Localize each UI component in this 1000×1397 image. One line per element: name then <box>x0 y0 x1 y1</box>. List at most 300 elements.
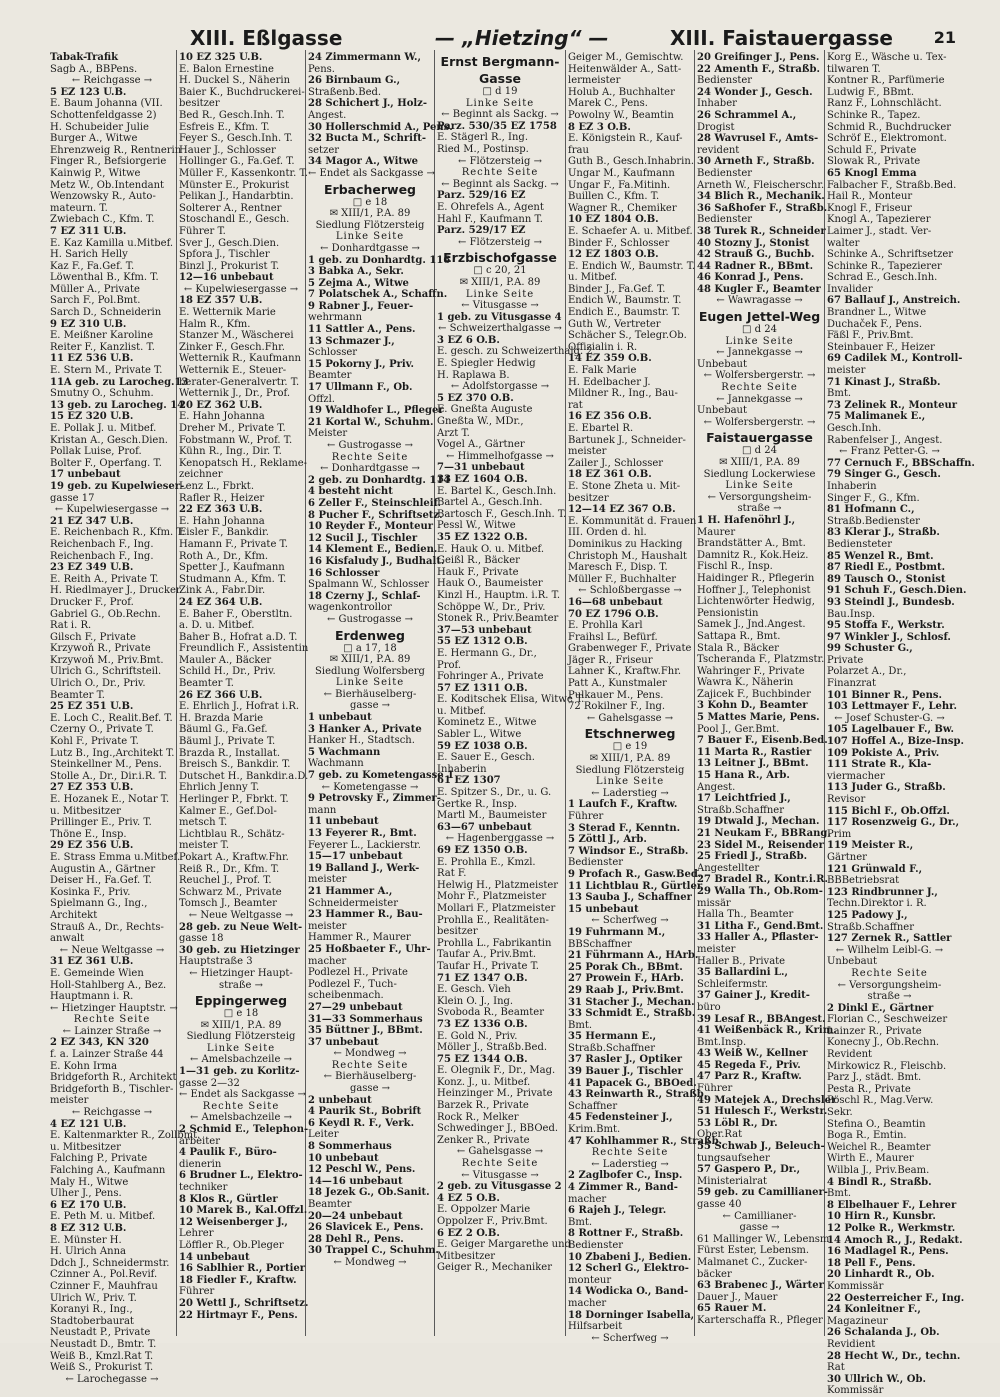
directory-entry: Endich W., Baumstr. T. <box>568 295 682 307</box>
header-district: — „Hietzing“ — <box>435 26 609 50</box>
directory-entry: besitzer <box>437 926 478 938</box>
house-number-entry: 16 Schlosser <box>308 567 380 579</box>
directory-entry: Gärtner <box>827 851 867 863</box>
house-number-entry: 43 Weiß W., Kellner <box>697 1048 808 1060</box>
directory-entry: Kenopatsch H., Reklame- <box>179 457 308 469</box>
house-number-entry: 21 Führmann A., HArb. <box>568 950 699 962</box>
directory-entry: E. Koditschek Elisa, Witwe T. <box>437 694 585 706</box>
directory-column-7 <box>827 50 975 1397</box>
directory-entry: Private <box>827 654 864 666</box>
directory-entry: Ober.Rat <box>697 1129 743 1141</box>
house-number-entry: 4 Zimmer R., Band- <box>568 1182 678 1193</box>
directory-entry: Falching A., Kaufmann <box>50 1165 166 1176</box>
directory-entry: Schröf E., Elektromont. <box>827 133 947 145</box>
directory-entry: Bau.Insp. <box>827 608 876 620</box>
house-number-entry: 24 Konleitner F., <box>827 1304 921 1316</box>
cross-street-marker: Siedlung Lockerwiese <box>703 468 816 480</box>
directory-entry: Zajicek F., Buchbinder <box>697 688 811 700</box>
directory-entry: Drogist <box>697 121 735 133</box>
directory-entry: Grabenweger F., Private <box>568 643 692 655</box>
street-heading: Erdenweg <box>334 627 405 643</box>
cross-street-marker: ← Adolfstorgasse → <box>450 381 550 393</box>
side-label: Rechte Seite <box>202 1100 280 1112</box>
house-number-entry: 75 EZ 1344 O.B. <box>437 1053 528 1065</box>
house-number-entry: 1 H. Hafenöhrl J., <box>697 514 796 526</box>
directory-entry: Offizialin i. R. <box>568 341 638 353</box>
directory-entry: Pensionistin <box>697 607 759 619</box>
directory-entry: viermacher <box>827 770 885 782</box>
directory-entry: Revisor <box>827 794 866 805</box>
side-label: Linke Seite <box>595 776 665 788</box>
directory-entry: macher <box>568 1193 607 1205</box>
house-number-entry: 51 Hulesch F., Werkstr. <box>697 1106 828 1118</box>
house-number-entry: 25 EZ 351 U.B. <box>50 701 134 713</box>
directory-entry: Schottenfeldgasse 2) <box>50 109 157 121</box>
directory-entry: Angest. <box>308 109 347 121</box>
directory-entry: H. Riedlmayer J., Drucker <box>50 585 181 597</box>
directory-entry: Schwarz M., Private <box>179 886 282 898</box>
cross-street-marker: □ e 19 <box>612 741 648 753</box>
directory-entry: Mirkowicz R., Fleischb. <box>827 1060 947 1072</box>
house-number-entry: 73 Zelinek R., Monteur <box>827 399 957 411</box>
house-number-entry: 37—53 unbebaut <box>437 624 532 636</box>
directory-entry: Zwiebach C., Kfm. T. <box>50 214 155 226</box>
side-label: Linke Seite <box>725 335 794 347</box>
house-number-entry: 17 Leichtfried J., <box>697 793 791 805</box>
directory-entry: Bedienster <box>697 214 753 226</box>
house-number-entry: 3 Babka A., Sekr. <box>308 266 404 278</box>
house-number-entry: 69 Cadilek M., Kontroll- <box>827 353 963 365</box>
directory-entry: Bedienster <box>568 1239 624 1251</box>
directory-entry: E. Oppolzer Marie <box>437 1204 531 1216</box>
house-number-entry: 87 Riedl E., Postbmt. <box>827 562 946 574</box>
cross-street-marker: ← Hagenberggasse → <box>445 833 555 845</box>
house-number-entry: 8 Rottner F., Straßb. <box>568 1228 684 1240</box>
directory-entry: Kalmer E., Gef.Dol- <box>179 805 277 817</box>
directory-entry: Tscheranda F., Platzmstr. <box>697 654 825 666</box>
house-number-entry: 29 Raab J., Priv.Bmt. <box>568 984 684 996</box>
house-number-entry: 7 Bauer F., Eisenb.Bed. <box>697 735 828 747</box>
directory-entry: E. Kaz Kamilla u.Mitbef. <box>50 237 174 249</box>
directory-entry: E. Kaltenmarkter R., Zollbmt. <box>50 1130 201 1142</box>
directory-entry: Weiß S., Prokurist T. <box>50 1362 154 1374</box>
cross-street-marker: ← Flötzersteig → <box>458 236 542 248</box>
directory-entry: E. Prohlla E., Kmzl. <box>437 856 536 868</box>
directory-entry: E. Bartel K., Gesch.Inh. <box>437 485 557 497</box>
directory-entry: Thöne E., Insp. <box>50 828 127 840</box>
directory-entry: Reiß R., Dr., Kfm. T. <box>179 863 280 875</box>
house-number-entry: 1 geb. zu Vitusgasse 4 <box>437 311 562 323</box>
house-number-entry: 27 Bradel R., Kontr.i.R. <box>697 874 828 886</box>
cross-street-marker: ← Kupelwiesergasse → <box>54 504 170 516</box>
side-label: Rechte Seite <box>331 451 409 463</box>
cross-street-marker: ✉ XIII/1, P.A. 89 <box>329 654 411 666</box>
directory-entry: Bridgeforth R., Architekt <box>50 1072 177 1084</box>
directory-entry: E. Spitzer S., Dr., u. G. <box>437 787 552 799</box>
house-number-entry: 4 EZ 5 O.B. <box>437 1192 500 1204</box>
house-number-entry: 37 unbebaut <box>308 1036 379 1048</box>
directory-entry: Weiß B., Kmzl.Rat T. <box>50 1350 154 1362</box>
house-number-entry: 113 Juder G., Straßb. <box>827 782 946 794</box>
house-number-entry: 31 EZ 361 U.B. <box>50 956 134 968</box>
column-divider <box>176 50 177 1336</box>
directory-entry: Bmt. <box>827 388 852 400</box>
directory-entry: macher <box>568 1297 607 1309</box>
house-number-entry: 16 Madlagel R., Pens. <box>827 1246 949 1258</box>
directory-entry: Bedienster <box>697 75 753 87</box>
directory-entry: E. Peth M. u. Mitbef. <box>50 1211 156 1223</box>
directory-entry: Dominikus zu Hacking <box>568 538 683 550</box>
directory-entry: Kainwig P., Witwe <box>50 167 141 179</box>
house-number-entry: 21 Neukam F., BBRang. <box>697 828 831 839</box>
cross-street-marker: Siedlung Flötzersteig <box>315 219 425 231</box>
house-number-entry: 10 Zbabeni J., Bedien. <box>568 1251 692 1263</box>
directory-entry: Straßb.Schaffner <box>697 804 784 816</box>
directory-entry: Roth A., Dr., Kfm. <box>179 550 269 562</box>
street-heading: Etschnerweg <box>584 726 676 742</box>
directory-entry: Knogl A., Tapezierer <box>827 214 931 226</box>
directory-entry: u. Mitbesitzer <box>50 1141 121 1153</box>
house-number-entry: 9 EZ 310 U.B. <box>50 318 127 330</box>
house-number-entry: 26 Birnbaum G., <box>308 75 401 87</box>
directory-entry: Guth B., Gesch.Inhabrin. <box>568 156 695 168</box>
directory-entry: Brandstätter A., Bmt. <box>697 538 806 550</box>
house-number-entry: 18 Jezek G., Ob.Sanit. <box>308 1187 430 1199</box>
directory-entry: zeichner <box>179 469 223 481</box>
directory-entry: Slowak R., Private <box>827 156 921 168</box>
directory-entry: Knogl F., Friseur <box>827 202 912 214</box>
directory-entry: Architekt <box>50 909 98 921</box>
house-number-entry: 35 Hermann E., <box>568 1031 657 1043</box>
directory-entry: Geiger R., Mechaniker <box>437 1262 553 1274</box>
directory-entry: Wirth E., Maurer <box>827 1153 914 1165</box>
directory-entry: Gesch.Inh. <box>827 423 882 434</box>
house-number-entry: 12 Peschl W., Pens. <box>308 1164 416 1176</box>
directory-entry: Patt A., Kunstmaler <box>568 678 667 690</box>
directory-entry: Sarch D., Schneiderin <box>50 307 162 319</box>
directory-entry: Pollak Luise, Prof. <box>50 446 142 458</box>
directory-entry: Vogel A., Gärtner <box>437 439 525 451</box>
directory-entry: Müller F., Buchhalter <box>568 573 677 585</box>
directory-entry: Holub A., Buchhalter <box>568 86 675 98</box>
directory-entry: Revidient <box>827 1338 876 1350</box>
house-number-entry: 5 Wachmann <box>308 746 381 758</box>
directory-entry: Lenz L., Fbrkt. <box>179 480 254 492</box>
house-number-entry: 12 Scherl G., Elektro- <box>568 1263 689 1275</box>
directory-entry: E. Kohn Irma <box>50 1060 118 1072</box>
directory-entry: Dauer J., Mauer <box>697 1291 778 1303</box>
directory-entry: wehrmann <box>308 312 363 324</box>
directory-entry: mann <box>308 804 337 816</box>
directory-entry: Schinke A., Schriftsetzer <box>827 249 954 261</box>
directory-entry: Czinner F., Mauhfrau <box>50 1280 158 1292</box>
directory-entry: Damnitz R., Kok.Heiz. <box>697 549 809 561</box>
house-number-entry: 9 Rabner J., Feuer- <box>308 300 414 312</box>
house-number-entry: 4 Paurik St., Bobrift <box>308 1106 422 1118</box>
directory-entry: dienerin <box>179 1158 222 1170</box>
directory-entry: Bartunek J., Schneider- <box>568 434 686 446</box>
house-number-entry: 10 Reyder F., Monteur <box>308 521 434 533</box>
directory-entry: Metz W., Ob.Intendant <box>50 179 165 191</box>
cross-street-marker: □ d 24 <box>742 324 777 336</box>
house-number-entry: 7 Polatschek A., Schaffn. <box>308 289 448 301</box>
directory-entry: Hoffner J., Telephonist <box>697 584 811 596</box>
house-number-entry: 18 Pell F., Pens. <box>827 1257 916 1269</box>
directory-entry: Duchaček F., Pens. <box>827 318 923 330</box>
directory-entry: u. Mitbef. <box>568 272 618 284</box>
directory-entry: Augustin A., Gärtner <box>50 863 156 875</box>
directory-entry: Ungar F., Fa.Mitinh. <box>568 179 671 191</box>
house-number-entry: 25 Friedl J., Straßb. <box>697 851 808 863</box>
directory-entry: Dreher M., Private T. <box>179 423 286 434</box>
directory-entry: Straßb.Bedienster <box>827 515 920 527</box>
house-number-entry: 6 Brudner L., Elektro- <box>179 1170 303 1182</box>
house-number-entry: 22 EZ 363 U.B. <box>179 504 263 516</box>
directory-entry: Wawra K., Näherin <box>697 677 794 689</box>
house-number-entry: 5 Zöttl J., Arb. <box>568 834 647 846</box>
directory-entry: Wagner R., Chemiker <box>568 202 677 214</box>
house-number-entry: 38 Turek R., Schneider <box>697 225 826 237</box>
directory-entry: gasse 40 <box>697 1199 742 1210</box>
directory-entry: Sarch F., Pol.Bmt. <box>50 295 141 307</box>
directory-entry: H. Schubeider Julie <box>50 121 149 133</box>
directory-entry: Rat i. R. <box>50 620 92 632</box>
house-number-entry: 2 Schmid E., Telephon- <box>179 1124 309 1136</box>
cross-street-marker: ← Vitusgasse → <box>461 1169 539 1181</box>
directory-entry: E. Münster H. <box>50 1234 122 1246</box>
directory-entry: Oppolzer F., Priv.Bmt. <box>437 1216 548 1227</box>
house-number-entry: 79 Singer G., Gesch. <box>827 469 941 481</box>
directory-entry: Esfreis E., Kfm. T. <box>179 121 270 133</box>
house-number-entry: 123 Rindbrunner J., <box>827 886 938 898</box>
directory-entry: Heinzinger M., Private <box>437 1088 553 1100</box>
directory-entry: Gneßta W., MDr., <box>437 416 524 428</box>
directory-entry: Hauk O., Baumeister <box>437 578 543 590</box>
house-number-entry: 14 Amoch R., J., Redakt. <box>827 1234 963 1246</box>
directory-entry: Fobstmann W., Prof. T. <box>179 434 293 446</box>
house-number-entry: 57 Gaspero P., Dr., <box>697 1164 801 1176</box>
house-number-entry: 41 Weißenbäck R., Krim. <box>697 1025 837 1037</box>
house-number-entry: 4 Bindl R., Straßb. <box>827 1176 932 1188</box>
directory-entry: Brazda R., Installat. <box>179 747 281 759</box>
street-heading: Erzbischofgasse <box>443 250 557 266</box>
directory-entry: Bedienster <box>697 167 753 179</box>
side-label: Rechte Seite <box>461 167 539 179</box>
directory-entry: E. Königstein R., Kauf- <box>568 133 683 145</box>
house-number-entry: 18 Dorninger Isabella, <box>568 1309 695 1321</box>
house-number-entry: 40 Stozny J., Stonist <box>697 237 810 249</box>
house-number-entry: 13 Schmazer J., <box>308 335 395 347</box>
directory-entry: Angestellter <box>697 862 760 874</box>
directory-entry: E. Stern M., Private T. <box>50 365 163 377</box>
directory-entry: BBBetriebsrat <box>827 875 900 887</box>
house-number-entry: 16 EZ 356 O.B. <box>568 411 652 423</box>
directory-entry: E. Baum Johanna (VII. <box>50 98 163 110</box>
directory-entry: Fischl R., Insp. <box>697 561 773 573</box>
directory-entry: H. Brazda Marie <box>179 712 264 724</box>
directory-entry: Lahner K., Kraftw.Fhr. <box>568 666 682 678</box>
house-number-entry: 61 EZ 1307 <box>437 775 501 787</box>
directory-entry: E. Schaefer A. u. Mitbef. <box>568 225 693 237</box>
house-number-entry: 33 Schmidt E., Straßb. <box>568 1008 696 1020</box>
directory-entry: Dutschet H., Bankdir.a.D. <box>179 770 309 782</box>
house-number-entry: 103 Lettmayer F., Lehr. <box>827 701 958 713</box>
directory-entry: Reichenbach F., Ing. <box>50 550 154 562</box>
directory-entry: Koranyi R., Ing., <box>50 1304 133 1316</box>
house-number-entry: 1 geb. zu Donhardtg. 116 <box>308 254 451 266</box>
house-number-entry: 18 EZ 361 O.B. <box>568 469 652 481</box>
house-number-entry: 9 Petrovsky F., Zimmer- <box>308 793 441 805</box>
house-number-entry: 95 Stoffa F., Werkstr. <box>827 620 945 632</box>
cross-street-marker: gasse → <box>739 1222 780 1234</box>
directory-entry: Kominetz E., Witwe <box>437 717 537 729</box>
directory-entry: Karterschaffa R., Pfleger <box>697 1314 823 1326</box>
directory-entry: Podlezel F., Tuch- <box>308 978 397 990</box>
house-number-entry: 7 EZ 311 U.B. <box>50 225 127 237</box>
directory-entry: Binder F., Schlosser <box>568 237 670 249</box>
cross-street-marker: □ a 17, 18 <box>343 642 397 654</box>
house-number-entry: 31 Stacher J., Mechan. <box>568 996 695 1008</box>
house-number-entry: 31—33 Sommerhaus <box>308 1013 423 1025</box>
directory-entry: Fraihsl L., Befürf. <box>568 631 658 643</box>
directory-entry: Hauptmann i. R. <box>50 991 134 1003</box>
directory-entry: Freundlich F., Assistentin <box>179 643 309 655</box>
cross-street-marker: ← Gahelsgasse → <box>586 712 674 724</box>
directory-entry: Boga R., Emtin. <box>827 1130 907 1142</box>
directory-entry: gasse 2—32 <box>179 1077 240 1089</box>
house-number-entry: 12 Polke R., Werkmstr. <box>827 1222 956 1234</box>
house-number-entry: 3 Sterad F., Kenntn. <box>568 822 681 834</box>
directory-entry: Lichtblau R., Schätz- <box>179 828 285 840</box>
directory-entry: Pessl W., Witwe <box>437 520 516 532</box>
cross-street-marker: ✉ XIII/1, P.A. 89 <box>459 276 541 288</box>
house-number-entry: 17 unbebaut <box>50 469 121 481</box>
directory-entry: Wetternik J., Dr., Prof. <box>179 388 291 400</box>
cross-street-marker: ✉ XIII/1, P.A. 89 <box>589 753 671 765</box>
directory-entry: Endich E., Baumstr. T. <box>568 307 681 319</box>
house-number-entry: 23 Sidel M., Reisender <box>697 839 824 851</box>
house-number-entry: 1 Laufch F., Kraftw. <box>568 799 678 811</box>
directory-entry: III. Orden d. hl. <box>568 527 647 539</box>
house-number-entry: 65 Knogl Emma <box>827 167 917 179</box>
house-number-entry: 3 Hanker A., Private <box>308 723 422 735</box>
directory-entry: Bed R., Gesch.Inh. T. <box>179 109 285 121</box>
house-number-entry: 11 Marta R., Rastier <box>697 746 812 758</box>
house-number-entry: 9 Profach R., Gasw.Bed. <box>568 868 702 880</box>
directory-entry: Meister <box>308 428 348 440</box>
directory-entry: tungsaufseher <box>697 1152 770 1164</box>
directory-entry: Mitbesitzer <box>437 1250 496 1262</box>
house-number-entry: 32 Bucta M., Schrift- <box>308 133 427 145</box>
house-number-entry: 35 EZ 1322 O.B. <box>437 531 528 543</box>
directory-entry: Tomsch J., Beamter <box>179 898 277 910</box>
cross-street-marker: ← Bierhäuselberg- <box>323 688 417 700</box>
directory-entry: Wilbla J., Priv.Beam. <box>827 1165 930 1176</box>
directory-entry: Hollinger G., Fa.Gef. T. <box>179 156 295 168</box>
house-number-entry: 23 Hammer R., Bau- <box>308 909 423 921</box>
house-number-entry: 55 EZ 1312 O.B. <box>437 636 528 648</box>
house-number-entry: 33 EZ 1604 O.B. <box>437 474 528 485</box>
house-number-entry: 5 Mattes Marie, Pens. <box>697 712 820 724</box>
house-number-entry: 2 Zaglbofer C., Insp. <box>568 1170 683 1182</box>
directory-entry: Stefina O., Beamtin <box>827 1118 926 1130</box>
directory-entry: Krzywoň M., Priv.Bmt. <box>50 654 164 666</box>
house-number-entry: 30 geb. zu Hietzinger <box>179 944 300 956</box>
directory-entry: Fürst Ester, Lebensm. <box>697 1245 810 1257</box>
house-number-entry: 8 Elbelhauer F., Lehrer <box>827 1199 957 1211</box>
directory-entry: E. Geiger Margarethe und <box>437 1239 571 1251</box>
directory-entry: Inhaberin <box>437 763 487 775</box>
directory-entry: Ludwig F., BBmt. <box>827 86 915 98</box>
house-number-entry: 85 Wenzel R., Bmt. <box>827 550 934 562</box>
directory-entry: techniker <box>179 1182 228 1193</box>
house-number-entry: 24 EZ 364 U.B. <box>179 596 263 608</box>
directory-entry: Stanzer M., Wäscherei <box>179 330 294 342</box>
house-number-entry: 6 Keydl R. F., Verk. <box>308 1117 415 1129</box>
directory-entry: Geißl R., Bäcker <box>437 555 520 567</box>
directory-entry: Hahl F., Kaufmann T. <box>437 213 543 225</box>
directory-entry: Steinbauer F., Heizer <box>827 341 935 353</box>
cross-street-marker: ← Gustrogasse → <box>326 440 414 451</box>
cross-street-marker: ← Gustrogasse → <box>326 613 414 625</box>
directory-entry: E. Ehrlich J., Hofrat i.R. <box>179 701 300 713</box>
directory-entry: Stonek R., Priv.Beamter <box>437 613 559 625</box>
directory-entry: Zinker F., Gesch.Fhr. <box>179 341 285 353</box>
cross-street-marker: ← Laderstieg → <box>591 1158 669 1170</box>
cross-street-marker: ← Hietzinger Hauptstr. → <box>50 1002 178 1014</box>
directory-entry: Feyerer L., Lackierstr. <box>308 839 421 851</box>
house-number-entry: 81 Hofmann C., <box>827 504 915 516</box>
directory-entry: Hilfsarbeit <box>568 1321 623 1333</box>
directory-entry: Malmanet C., Zucker- <box>697 1256 808 1268</box>
cross-street-marker: ← Franz Petter-G. → <box>839 446 940 458</box>
directory-entry: lermeister <box>568 75 621 87</box>
house-number-entry: 59 geb. zu Camillianer- <box>697 1187 828 1199</box>
directory-entry: Zailer J., Schlosser <box>568 457 664 469</box>
house-number-entry: 73 EZ 1336 O.B. <box>437 1018 528 1030</box>
cross-street-marker: ✉ XIII/1, P.A. 89 <box>719 457 800 468</box>
directory-entry: Bmt. <box>568 1019 593 1031</box>
directory-entry: Lichtenwörter Hedwig, <box>697 596 815 608</box>
cross-street-marker: ← Mondweg → <box>333 1256 407 1268</box>
house-number-entry: 18 EZ 357 U.B. <box>179 295 263 307</box>
directory-entry: meister <box>308 874 347 886</box>
house-number-entry: 11 unbebaut <box>308 816 379 828</box>
directory-entry: Mollari F., Platzmeister <box>437 902 556 914</box>
house-number-entry: 15 unbebaut <box>568 903 639 915</box>
directory-entry: Haller B., Private <box>697 955 786 967</box>
directory-entry: Mildner R., Ing., Bau- <box>568 388 678 400</box>
directory-entry: E. Olegnik F., Dr., Mag. <box>437 1065 556 1077</box>
directory-entry: Müller F., Kassenkontr. T. <box>179 167 308 179</box>
house-number-entry: 30 Ullrich W., Ob. <box>827 1373 926 1385</box>
directory-entry: Pulkauer M., Pens. <box>568 689 664 701</box>
directory-entry: Ulrich O., Dr., Priv. <box>50 678 146 690</box>
directory-entry: frau <box>568 144 589 156</box>
cross-street-marker: ← Bierhäuselberg- <box>323 1071 417 1083</box>
directory-entry: Burger A., Witwe <box>50 133 138 145</box>
house-number-entry: 6 EZ 170 U.B. <box>50 1199 127 1211</box>
house-number-entry: Parz. 530/35 EZ 1758 <box>437 120 557 132</box>
directory-entry: Hail R., Monteur <box>827 191 913 203</box>
directory-entry: Wenzowsky R., Auto- <box>50 191 156 203</box>
house-number-entry: 25 Porak Ch., BBmt. <box>568 961 683 973</box>
directory-entry: gasse 18 <box>179 933 224 945</box>
cross-street-marker: ← Jannekgasse → <box>716 393 803 405</box>
directory-entry: Schwedinger J., BBOed. <box>437 1123 559 1135</box>
directory-entry: Schneidermeister <box>308 897 398 909</box>
house-number-entry: 23 EZ 349 U.B. <box>50 562 134 574</box>
